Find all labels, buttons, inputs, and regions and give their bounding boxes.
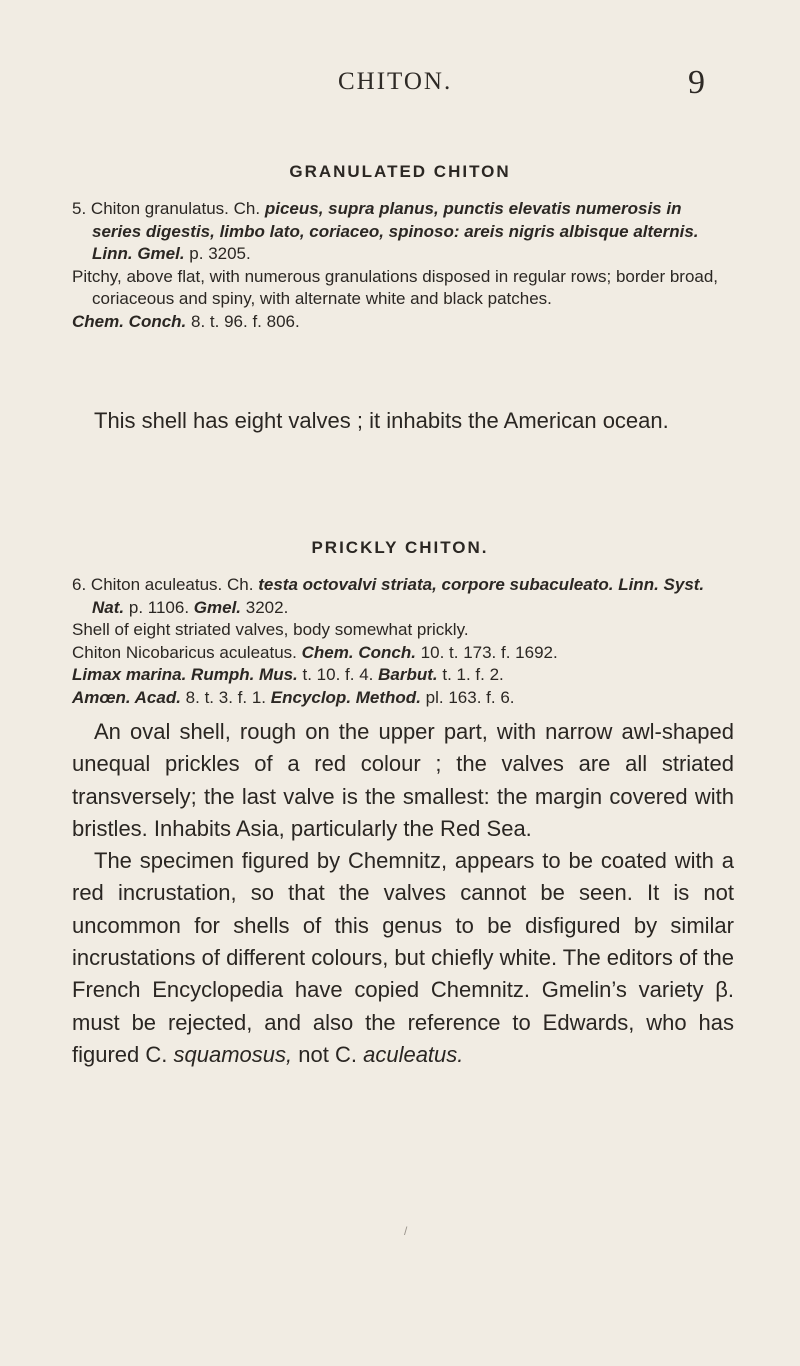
english-diagnosis: Pitchy, above flat, with numerous granulations disposed in regular rows; border broad, coriaceous and spiny, with alternate white and black patches. (72, 266, 719, 308)
chemnitz-reference: Chem. Conch. (301, 642, 416, 662)
rumph-reference: Limax marina. Rumph. Mus. (72, 665, 298, 684)
barbut-reference: Barbut. (378, 665, 438, 684)
latin-diagnosis (72, 198, 734, 266)
gmelin-page: 3202. (245, 597, 289, 617)
encyclop-location: pl. 163. f. 6. (425, 687, 515, 707)
section-heading-prickly: PRICKLY CHITON. (311, 538, 489, 557)
chemnitz-location: 8. t. 96. f. 806. (191, 311, 300, 331)
rumph-line (72, 664, 734, 687)
linnaeus-reference: Linn. Syst. Nat. (92, 575, 705, 617)
species-name: Chiton granulatus. (90, 199, 229, 218)
latin-description: testa octovalvi striata, corpore subaculeato. (258, 575, 614, 594)
latin-description: piceus, supra planus, punctis elevatis numerosis in series digestis, limbo lato, coriaceo, spinoso: areis nigris albisque alternis. (92, 199, 699, 241)
entry-prickly (72, 574, 734, 709)
chemnitz-reference-line (72, 311, 734, 334)
genus-abbrev: Ch. (233, 199, 261, 218)
running-head (0, 64, 800, 108)
taxon-aculeatus: aculeatus. (363, 1041, 464, 1067)
encyclop-reference: Encyclop. Method. (270, 687, 421, 707)
genus-abbrev: Ch. (227, 575, 254, 594)
species-number: 6. (72, 575, 87, 594)
rumph-location: t. 10. f. 4. (302, 665, 374, 684)
english-diagnosis: Shell of eight striated valves, body somewhat prickly. (72, 620, 469, 639)
linnaeus-page: p. 1106. (128, 597, 190, 617)
linnaeus-reference: Linn. Gmel. (92, 244, 185, 263)
chemnitz-reference: Chem. Conch. (72, 311, 187, 331)
barbut-location: t. 1. f. 2. (442, 665, 504, 684)
amaen-reference: Amœn. Acad. (72, 687, 181, 707)
amaen-location: 8. t. 3. f. 1. (185, 687, 266, 707)
paragraph: This shell has eight valves ; it inhabits the American ocean. (94, 408, 669, 433)
stray-mark: / (404, 1224, 408, 1238)
synonym: Chiton Nicobaricus aculeatus. (72, 642, 297, 662)
species-number: 5. (72, 199, 87, 218)
page-number: 9 (688, 64, 705, 101)
paragraph-editorial: The specimen figured by Chemnitz, appears to be coated with a red incrustation, so that the valves cannot be seen. It is not uncommon for shells of this genus to be disfigured by similar incrustations of different colours, but chiefly white. The editors of the French Encyclopedia have copied Chemnitz. Gmelin’s variety β. must be rejected, and also the reference to Edwards, who has figured C. squamosus, not C. aculeatus. (72, 848, 734, 1067)
amaen-line (72, 687, 734, 710)
description-granulated (72, 405, 734, 436)
entry-granulated (72, 198, 734, 333)
latin-diagnosis (72, 574, 734, 619)
synonym-line (72, 642, 734, 665)
running-title: CHITON. (338, 68, 453, 95)
paragraph: An oval shell, rough on the upper part, with narrow awl-shaped unequal prickles of a red colour ; the valves are all striated transversely; the last valve is the smallest: the margin covered with bristles. Inhabits Asia, particularly the Red Sea. (72, 719, 734, 841)
species-name: Chiton aculeatus. (90, 575, 223, 594)
chemnitz-location: 10. t. 173. f. 1692. (420, 642, 558, 662)
section-heading-granulated: GRANULATED CHITON (289, 162, 511, 181)
linnaeus-page: p. 3205. (189, 244, 251, 263)
taxon-squamosus: squamosus, (173, 1041, 293, 1067)
gmelin-reference: Gmel. (193, 597, 242, 617)
description-prickly (72, 716, 734, 1071)
